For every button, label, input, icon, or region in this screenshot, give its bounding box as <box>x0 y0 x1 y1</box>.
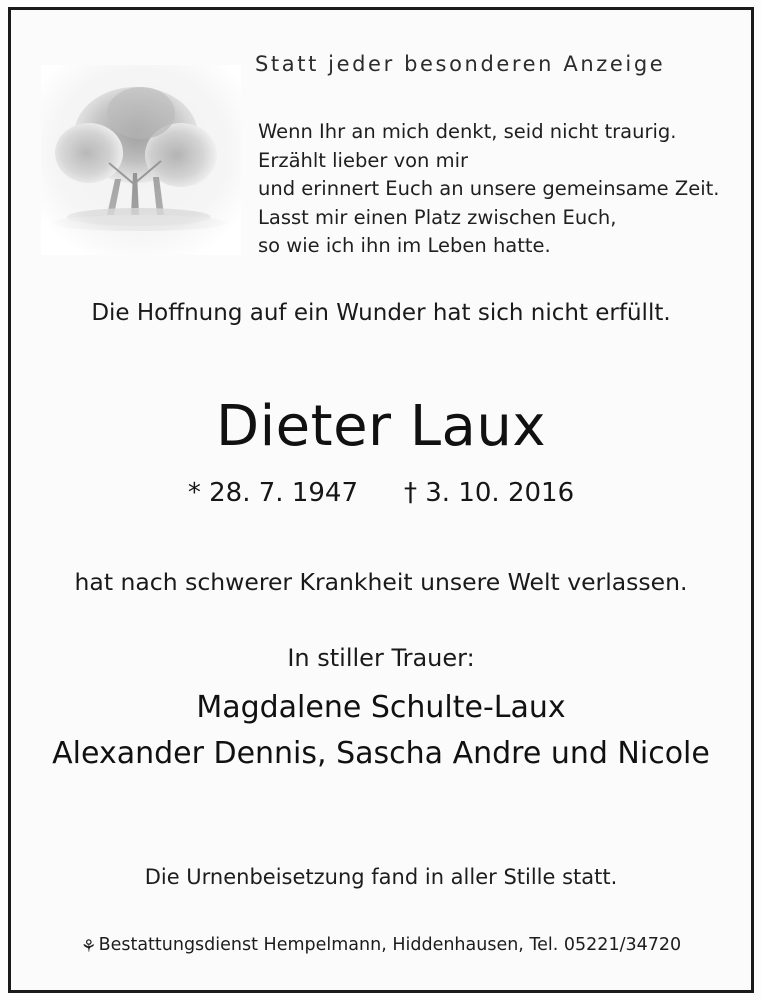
passing-line: hat nach schwerer Krankheit unsere Welt verlassen. <box>74 568 688 596</box>
flower-icon: ⚘ <box>80 937 97 957</box>
poem-line: Wenn Ihr an mich denkt, seid nicht traurig. <box>258 120 677 143</box>
poem-line: so wie ich ihn im Leben hatte. <box>258 234 551 257</box>
deceased-name: Dieter Laux <box>215 394 546 459</box>
life-dates <box>11 478 751 508</box>
funeral-home-credit <box>11 935 751 957</box>
poem-line: Erzählt lieber von mir <box>258 148 469 172</box>
page-title: Statt jeder besonderen Anzeige <box>255 52 666 76</box>
birth-date: * 28. 7. 1947 <box>187 478 358 508</box>
poem-line: Lasst mir einen Platz zwischen Euch, <box>258 205 617 229</box>
tree-illustration-icon <box>41 65 241 255</box>
obituary-frame <box>8 7 754 993</box>
death-date: † 3. 10. 2016 <box>404 478 575 508</box>
poem-block <box>258 118 720 261</box>
mourning-label: In stiller Trauer: <box>287 644 475 672</box>
funeral-home-text: Bestattungsdienst Hempelmann, Hiddenhausen, Tel. 05221/34720 <box>98 935 682 955</box>
mourner-line: Magdalene Schulte-Laux <box>196 690 566 725</box>
hope-line: Die Hoffnung auf ein Wunder hat sich nicht erfüllt. <box>91 300 671 326</box>
obituary-content <box>11 10 751 990</box>
poem-line: und erinnert Euch an unsere gemeinsame Zeit. <box>258 177 720 200</box>
mourner-line: Alexander Dennis, Sascha Andre und Nicole <box>52 736 710 771</box>
burial-note: Die Urnenbeisetzung fand in aller Stille statt. <box>144 865 618 889</box>
